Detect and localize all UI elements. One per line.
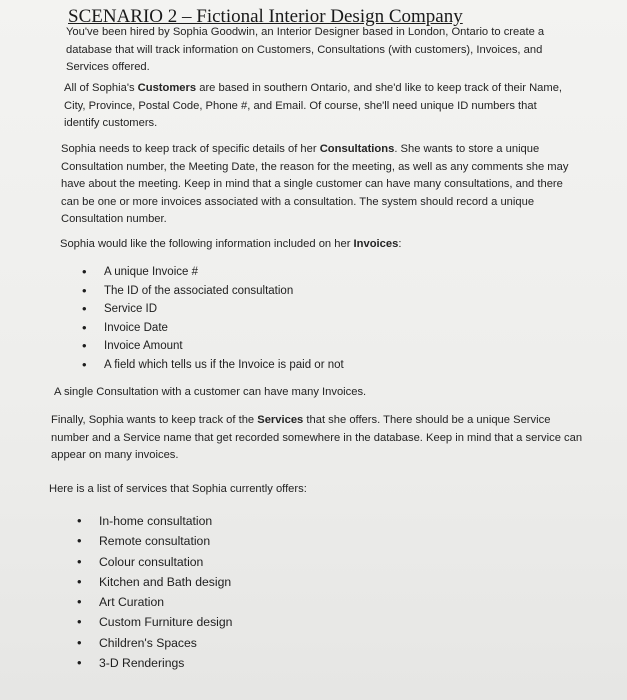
list-item: • 3-D Renderings <box>99 653 232 673</box>
customers-paragraph <box>64 80 574 133</box>
page-title: SCENARIO 2 – Fictional Interior Design Company <box>68 6 463 27</box>
services-intro-paragraph: Here is a list of services that Sophia currently offers: <box>49 483 307 495</box>
list-item: • Service ID <box>104 300 344 319</box>
invoices-intro-paragraph <box>60 236 580 254</box>
list-item: • Art Curation <box>99 592 232 612</box>
consultations-text-after: . She wants to store a unique Consultation number, the Meeting Date, the reason for the meeting, as well as any comments she may have about the meeting. Keep in mind that a single customer can have many consultations, and there can be one or more invoices associated with a consultation. The system should record a unique Consultation number. <box>61 143 569 225</box>
list-item: • A unique Invoice # <box>104 263 344 282</box>
services-paragraph <box>51 412 591 465</box>
list-item: • In-home consultation <box>99 511 232 531</box>
consultations-paragraph <box>61 141 581 229</box>
list-item: • Invoice Date <box>104 319 344 338</box>
list-item: • The ID of the associated consultation <box>104 282 344 301</box>
services-bold: Services <box>257 414 304 426</box>
invoice-fields-list <box>104 263 344 374</box>
customers-text-after: are based in southern Ontario, and she'd like to keep track of their Name, City, Province, Postal Code, Phone #, and Email. Of course, she'll need unique ID numbers that identify customers. <box>64 82 563 129</box>
list-item: • Children's Spaces <box>99 633 232 653</box>
invoices-intro-before: Sophia would like the following information included on her <box>60 238 354 250</box>
list-item: • Kitchen and Bath design <box>99 572 232 592</box>
intro-paragraph: You've been hired by Sophia Goodwin, an Interior Designer based in London, Ontario to create a database that will track information on Customers, Consultations (with customers), Invoices, and Services offered. <box>66 26 545 73</box>
list-item: • Colour consultation <box>99 552 232 572</box>
single-consultation-paragraph: A single Consultation with a customer can have many Invoices. <box>54 386 367 398</box>
invoices-intro-after: : <box>398 238 402 250</box>
invoices-bold: Invoices <box>353 238 399 250</box>
list-item: • A field which tells us if the Invoice is paid or not <box>104 356 344 375</box>
services-list <box>99 511 232 673</box>
list-item: • Remote consultation <box>99 531 232 551</box>
list-item: • Invoice Amount <box>104 337 344 356</box>
services-text-after: that she offers. There should be a unique Service number and a Service name that get recorded somewhere in the database. Keep in mind that a service can appear on many invoices. <box>51 414 583 461</box>
customers-text-before: All of Sophia's <box>64 82 138 94</box>
consultations-bold: Consultations <box>319 143 395 155</box>
services-text-before: Finally, Sophia wants to keep track of the <box>51 414 258 426</box>
list-item: • Custom Furniture design <box>99 612 232 632</box>
consultations-text-before: Sophia needs to keep track of specific details of her <box>61 143 320 155</box>
customers-bold: Customers <box>137 82 197 94</box>
